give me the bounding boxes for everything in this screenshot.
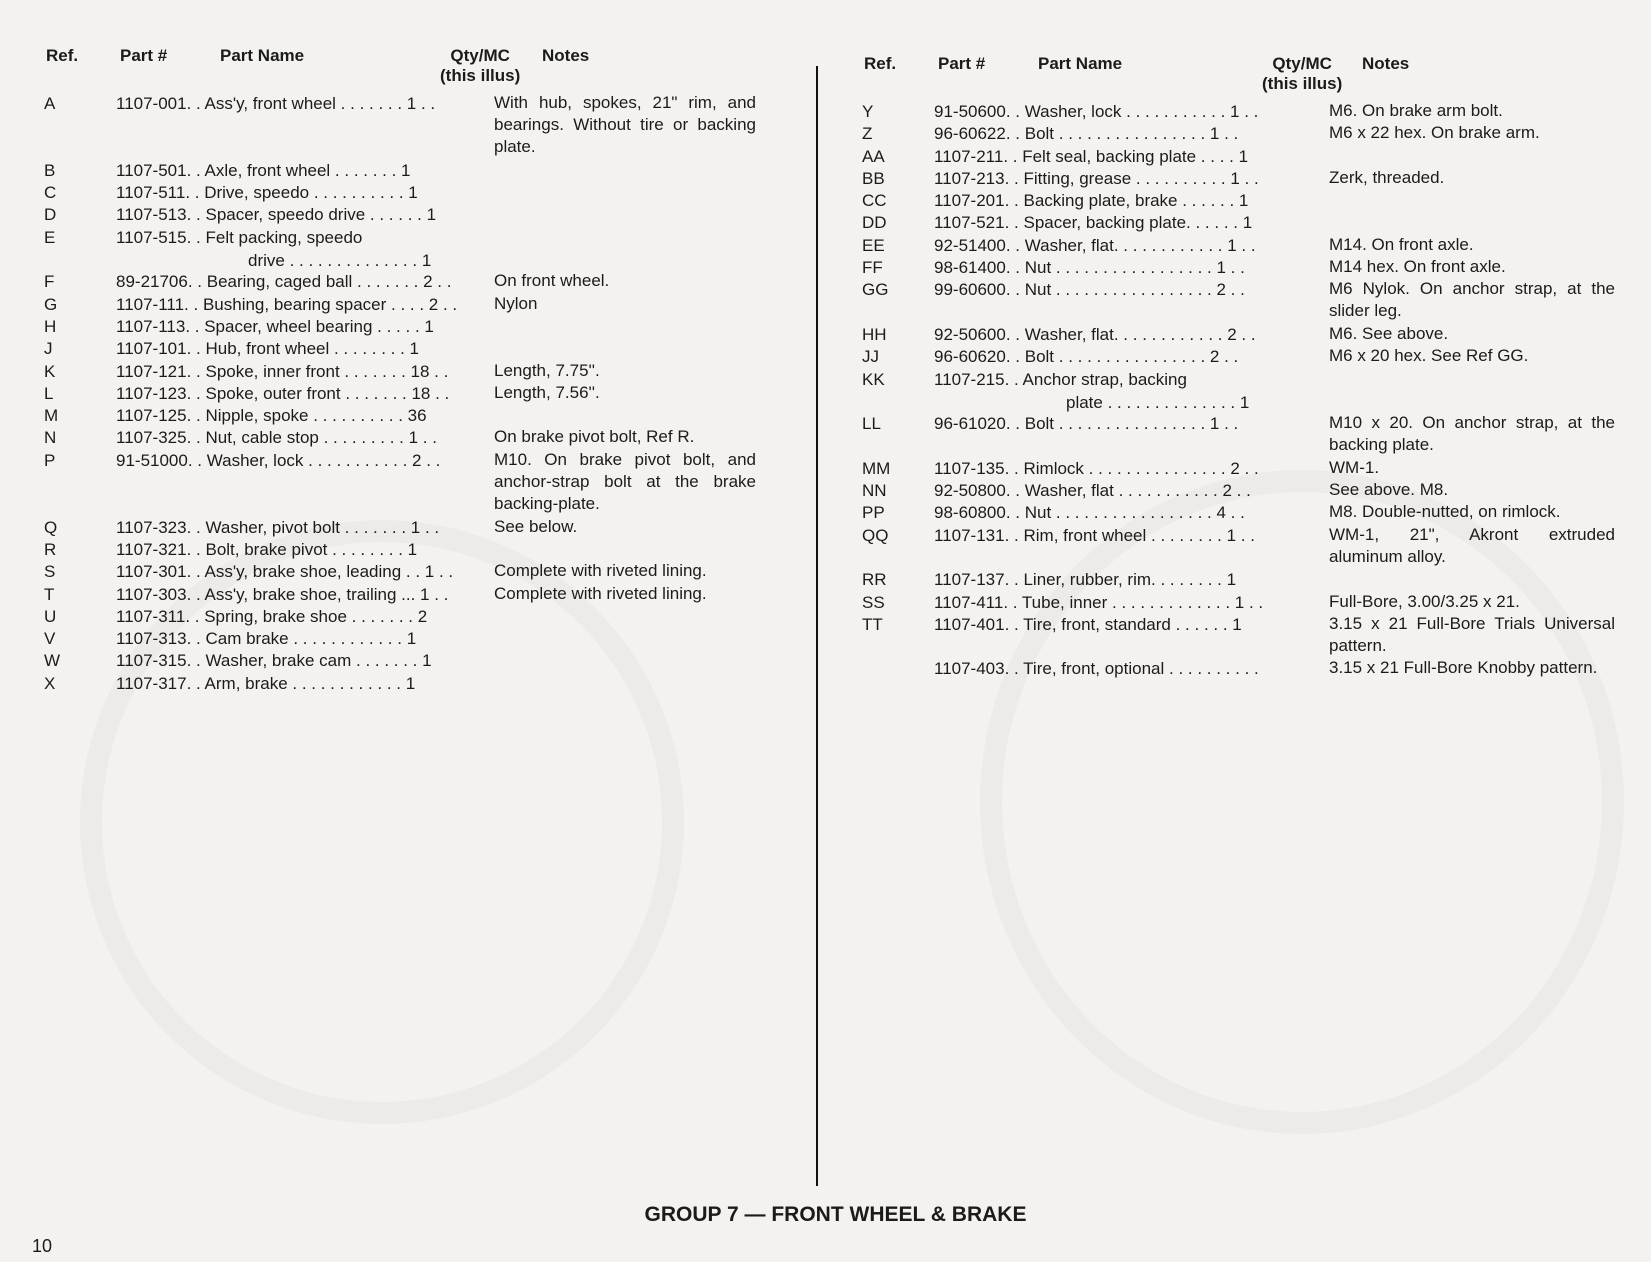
part-line: 1107-313. . Cam brake . . . . . . . . . . . . 1 (116, 629, 417, 649)
part-line: 89-21706. . Bearing, caged ball . . . . . . . 2 . . (116, 272, 452, 292)
part-cell (116, 627, 804, 650)
notes-cell: Length, 7.75''. (494, 360, 600, 380)
table-row (862, 412, 1622, 457)
part-line: 1107-325. . Nut, cable stop . . . . . . . . . 1 . . (116, 428, 437, 448)
table-row (862, 167, 1622, 189)
header-name: Part Name (1038, 54, 1123, 73)
left-column (44, 40, 804, 694)
ref-cell: TT (862, 614, 883, 634)
notes-cell: WM-1. (1329, 457, 1380, 477)
ref-cell: H (44, 316, 57, 336)
part-cell (116, 538, 804, 561)
notes-cell: M6. See above. (1329, 323, 1449, 343)
part-line: 1107-521. . Spacer, backing plate. . . . . . 1 (934, 213, 1253, 233)
notes-cell: Complete with riveted lining. (494, 561, 707, 581)
table-row (862, 234, 1622, 256)
ref-cell: K (44, 361, 56, 381)
right-column (862, 48, 1622, 702)
table-row (44, 605, 804, 627)
table-row (44, 560, 804, 582)
part-line: 1107-401. . Tire, front, standard . . . . . . 1 (934, 614, 1242, 634)
ref-cell: W (44, 651, 61, 671)
header-qty-sub: (this illus) (440, 66, 521, 85)
page-number: 10 (32, 1236, 53, 1256)
table-row (862, 211, 1622, 233)
notes-cell: Full-Bore, 3.00/3.25 x 21. (1329, 591, 1520, 611)
part-cell (116, 226, 804, 272)
part-line: 1107-101. . Hub, front wheel . . . . . . . . 1 (116, 339, 420, 359)
notes-cell: M10 x 20. On anchor strap, at the backing plate. (1329, 413, 1615, 455)
ref-cell: MM (862, 458, 891, 478)
table-row (862, 368, 1622, 413)
part-cell (934, 568, 1622, 591)
table-row (44, 270, 804, 292)
part-line: 1107-215. . Anchor strap, backing (934, 369, 1187, 389)
column-divider (816, 66, 818, 1186)
header-name: Part Name (220, 46, 305, 65)
ref-cell: N (44, 428, 57, 448)
ref-cell: R (44, 539, 57, 559)
part-cell (116, 649, 804, 672)
part-line: 98-61400. . Nut . . . . . . . . . . . . . . . . . 1 . . (934, 258, 1245, 278)
part-line: 1107-411. . Tube, inner . . . . . . . . . . . . . 1 . . (934, 592, 1264, 612)
table-row (44, 426, 804, 448)
column-headers (862, 48, 1622, 100)
table-row (862, 591, 1622, 613)
table-row (44, 627, 804, 649)
notes-cell: M6 Nylok. On anchor strap, at the slider leg. (1329, 279, 1615, 321)
ref-cell: M (44, 406, 59, 426)
ref-cell: DD (862, 213, 887, 233)
ref-cell: Y (862, 102, 874, 121)
part-line: 1107-323. . Washer, pivot bolt . . . . . . . 1 . . (116, 517, 440, 537)
ref-cell: S (44, 562, 56, 582)
part-line: 1107-137. . Liner, rubber, rim. . . . . . . . 1 (934, 570, 1237, 590)
table-row (44, 404, 804, 426)
notes-cell: 3.15 x 21 Full-Bore Trials Universal pattern. (1329, 613, 1615, 655)
notes-cell: Length, 7.56''. (494, 382, 600, 402)
part-line: 1107-211. . Felt seal, backing plate . . . . 1 (934, 146, 1249, 166)
part-line-continued: plate . . . . . . . . . . . . . . 1 (1066, 392, 1250, 412)
table-row (862, 345, 1622, 367)
ref-cell: PP (862, 503, 885, 523)
table-row (862, 568, 1622, 590)
part-line: 91-51000. . Washer, lock . . . . . . . . . . . 2 . . (116, 450, 441, 470)
part-cell (116, 404, 804, 427)
part-line: 92-50800. . Washer, flat . . . . . . . . . . . 2 . . (934, 481, 1251, 501)
ref-cell: U (44, 606, 57, 626)
table-row (44, 181, 804, 203)
part-cell (116, 203, 804, 226)
part-line: 1107-511. . Drive, speedo . . . . . . . . . . 1 (116, 183, 418, 203)
part-cell (934, 189, 1622, 212)
part-line: 1107-201. . Backing plate, brake . . . . . . 1 (934, 191, 1249, 211)
table-row (862, 479, 1622, 501)
part-cell (116, 337, 804, 360)
notes-cell: See above. M8. (1329, 480, 1449, 500)
left-parts-list (44, 92, 804, 694)
table-row (862, 613, 1622, 658)
header-ref: Ref. (46, 46, 79, 65)
notes-cell: WM-1, 21", Akront extruded aluminum alloy. (1329, 524, 1615, 566)
column-headers (44, 40, 804, 92)
ref-cell: QQ (862, 525, 889, 545)
part-line: 1107-501. . Axle, front wheel . . . . . . . 1 (116, 160, 411, 180)
ref-cell: L (44, 383, 54, 403)
header-part: Part # (938, 54, 986, 73)
ref-cell: C (44, 183, 57, 203)
part-line: 92-51400. . Washer, flat. . . . . . . . . . . . 1 . . (934, 235, 1256, 255)
ref-cell: D (44, 205, 57, 225)
notes-cell: M6 x 22 hex. On brake arm. (1329, 123, 1540, 143)
part-line: 99-60600. . Nut . . . . . . . . . . . . . . . . . 2 . . (934, 280, 1245, 300)
ref-cell: GG (862, 280, 889, 300)
table-row (44, 360, 804, 382)
ref-cell: KK (862, 369, 885, 389)
notes-cell: M6. On brake arm bolt. (1329, 101, 1503, 120)
notes-cell: On brake pivot bolt, Ref R. (494, 427, 695, 447)
table-row (862, 457, 1622, 479)
header-qty (1262, 54, 1342, 94)
part-line: 1107-515. . Felt packing, speedo (116, 227, 363, 247)
ref-cell: Z (862, 124, 873, 144)
ref-cell: G (44, 294, 58, 314)
table-row (44, 449, 804, 516)
notes-cell: M8. Double-nutted, on rimlock. (1329, 502, 1561, 522)
header-notes: Notes (1362, 54, 1410, 73)
part-line: 1107-321. . Bolt, brake pivot . . . . . . . . 1 (116, 539, 418, 559)
table-row (862, 122, 1622, 144)
ref-cell: NN (862, 481, 887, 501)
ref-cell: B (44, 160, 56, 180)
ref-cell: CC (862, 191, 887, 211)
notes-cell: Nylon (494, 293, 538, 313)
ref-cell: F (44, 272, 55, 292)
part-line: 1107-317. . Arm, brake . . . . . . . . . . . . 1 (116, 673, 416, 693)
part-line: 1107-213. . Fitting, grease . . . . . . . . . . 1 . . (934, 168, 1259, 188)
part-line: 92-50600. . Washer, flat. . . . . . . . . . . . 2 . . (934, 324, 1256, 344)
table-row (44, 538, 804, 560)
notes-cell: M10. On brake pivot bolt, and anchor-strap bolt at the brake backing-plate. (494, 449, 756, 513)
part-line: 1107-111. . Bushing, bearing spacer . . . . 2 . . (116, 294, 458, 314)
part-line: 96-60620. . Bolt . . . . . . . . . . . . . . . . 2 . . (934, 347, 1239, 367)
part-line: 96-61020. . Bolt . . . . . . . . . . . . . . . . 1 . . (934, 414, 1239, 434)
table-row (44, 583, 804, 605)
part-cell (116, 605, 804, 628)
table-row (44, 293, 804, 315)
table-row (862, 657, 1622, 702)
header-qty-label: Qty/MC (1272, 54, 1332, 73)
ref-cell: HH (862, 324, 887, 344)
right-parts-list (862, 100, 1622, 702)
part-cell (116, 181, 804, 204)
table-row (44, 382, 804, 404)
header-qty (440, 46, 520, 86)
part-cell (934, 368, 1622, 414)
ref-cell: Q (44, 517, 58, 537)
group-title: GROUP 7 — FRONT WHEEL & BRAKE (644, 1203, 1027, 1226)
part-line-continued: drive . . . . . . . . . . . . . . 1 (248, 250, 432, 270)
ref-cell: FF (862, 258, 883, 278)
table-row (862, 189, 1622, 211)
ref-cell: X (44, 673, 56, 693)
part-line: 1107-123. . Spoke, outer front . . . . . . . 18 . . (116, 383, 450, 403)
part-cell (116, 315, 804, 338)
table-row (44, 226, 804, 271)
table-row (862, 323, 1622, 345)
table-row (862, 100, 1622, 122)
part-line: 1107-125. . Nipple, spoke . . . . . . . . . . 36 (116, 406, 427, 426)
header-qty-sub: (this illus) (1262, 74, 1343, 93)
table-row (44, 672, 804, 694)
notes-cell: Zerk, threaded. (1329, 167, 1445, 187)
ref-cell: SS (862, 592, 885, 612)
header-notes: Notes (542, 46, 590, 65)
part-cell (116, 159, 804, 182)
part-line: 1107-513. . Spacer, speedo drive . . . . . . 1 (116, 205, 437, 225)
part-line: 91-50600. . Washer, lock . . . . . . . . . . . 1 . . (934, 102, 1259, 121)
header-part: Part # (120, 46, 168, 65)
notes-cell: M14 hex. On front axle. (1329, 257, 1506, 277)
notes-cell: M14. On front axle. (1329, 234, 1474, 254)
ref-cell: RR (862, 570, 887, 590)
ref-cell: AA (862, 146, 885, 166)
part-line: 1107-113. . Spacer, wheel bearing . . . . . 1 (116, 316, 434, 336)
part-line: 1107-403. . Tire, front, optional . . . . . . . . . . (934, 659, 1259, 679)
table-row (862, 145, 1622, 167)
notes-cell: M6 x 20 hex. See Ref GG. (1329, 346, 1529, 366)
table-row (44, 337, 804, 359)
part-line: 1107-311. . Spring, brake shoe . . . . . . . 2 (116, 606, 428, 626)
header-qty-label: Qty/MC (450, 46, 510, 65)
ref-cell: T (44, 584, 55, 604)
ref-cell: E (44, 227, 56, 247)
part-line: 1107-121. . Spoke, inner front . . . . . . . 18 . . (116, 361, 449, 381)
ref-cell: BB (862, 168, 885, 188)
table-row (862, 524, 1622, 569)
table-row (862, 256, 1622, 278)
table-row (862, 278, 1622, 323)
notes-cell: On front wheel. (494, 271, 610, 291)
table-row (44, 92, 804, 159)
ref-cell: P (44, 450, 56, 470)
notes-cell: 3.15 x 21 Full-Bore Knobby pattern. (1329, 658, 1598, 678)
notes-cell: Complete with riveted lining. (494, 583, 707, 603)
part-line: 1107-131. . Rim, front wheel . . . . . . . . 1 . . (934, 525, 1255, 545)
table-row (44, 649, 804, 671)
ref-cell: J (44, 339, 53, 359)
part-line: 96-60622. . Bolt . . . . . . . . . . . . . . . . 1 . . (934, 124, 1239, 144)
part-line: 1107-135. . Rimlock . . . . . . . . . . . . . . . 2 . . (934, 458, 1259, 478)
table-row (44, 203, 804, 225)
part-cell (116, 672, 804, 695)
part-cell (934, 145, 1622, 168)
part-line: 1107-301. . Ass'y, brake shoe, leading . . 1 . . (116, 562, 454, 582)
ref-cell: LL (862, 414, 881, 434)
part-cell (934, 211, 1622, 234)
ref-cell: V (44, 629, 56, 649)
table-row (862, 501, 1622, 523)
header-ref: Ref. (864, 54, 897, 73)
notes-cell: With hub, spokes, 21" rim, and bearings. Without tire or backing plate. (494, 93, 756, 156)
part-line: 1107-001. . Ass'y, front wheel . . . . . . . 1 . . (116, 94, 436, 113)
part-line: 98-60800. . Nut . . . . . . . . . . . . . . . . . 4 . . (934, 503, 1245, 523)
table-row (44, 315, 804, 337)
part-line: 1107-303. . Ass'y, brake shoe, trailing ... 1 . . (116, 584, 449, 604)
table-row (44, 516, 804, 538)
ref-cell: JJ (862, 347, 879, 367)
ref-cell: EE (862, 235, 885, 255)
part-line: 1107-315. . Washer, brake cam . . . . . . . 1 (116, 651, 432, 671)
table-row (44, 159, 804, 181)
ref-cell: A (44, 94, 56, 113)
notes-cell: See below. (494, 516, 578, 536)
